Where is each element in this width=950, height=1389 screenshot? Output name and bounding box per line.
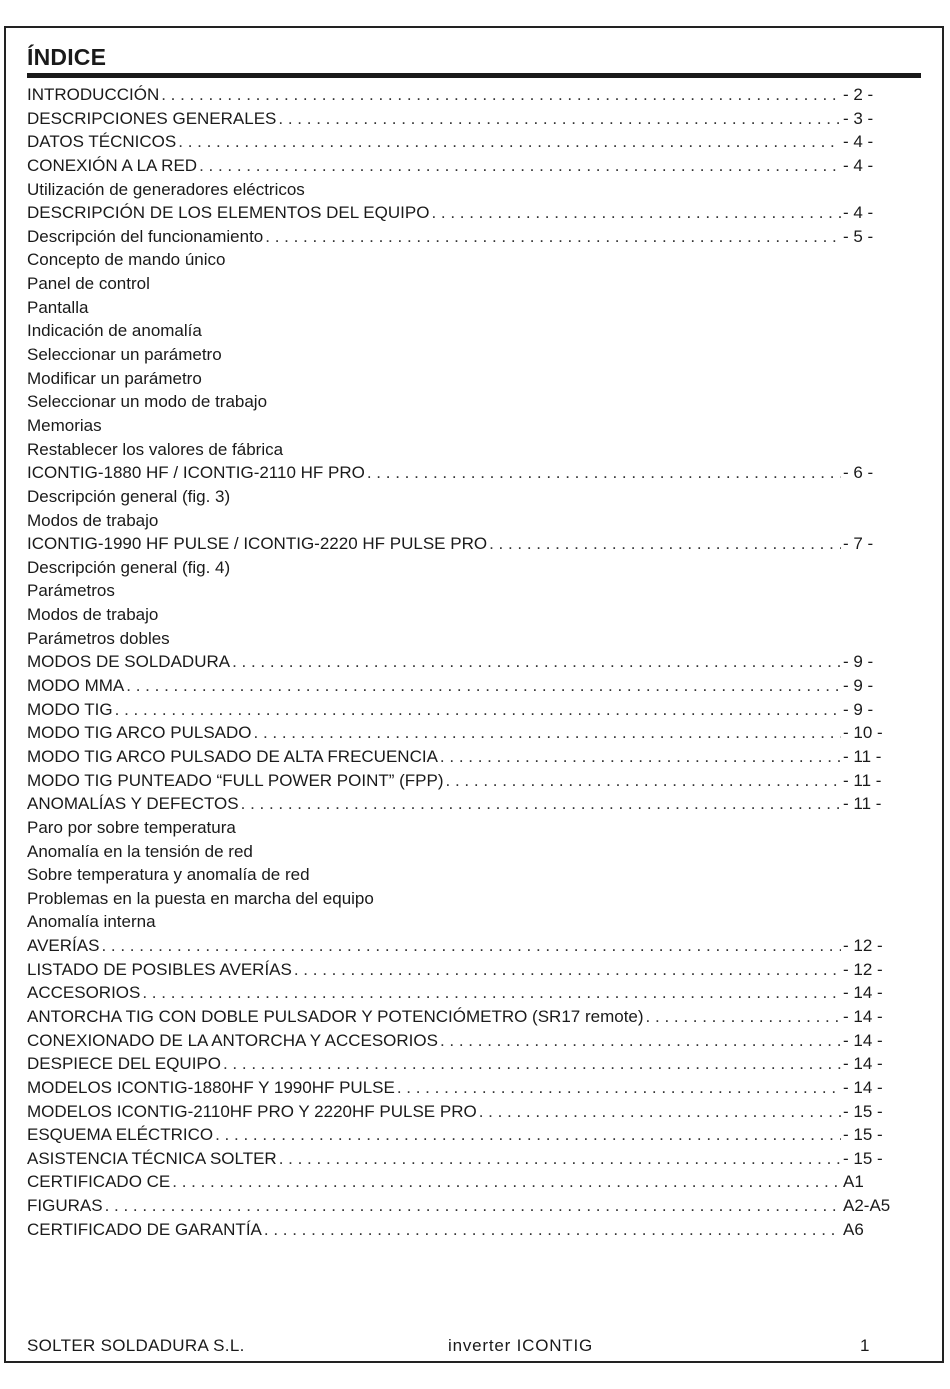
toc-entry-label: ANOMALÍAS Y DEFECTOS <box>27 794 239 814</box>
toc-entry-page: - 15 - <box>843 1125 883 1145</box>
toc-entry[interactable] <box>27 461 897 485</box>
toc-entry-page: A6 <box>843 1219 864 1239</box>
toc-entry-label: FIGURAS <box>27 1196 103 1216</box>
toc-entry-page: - 4 - <box>843 203 874 223</box>
toc-entry[interactable] <box>27 83 897 107</box>
toc-entry[interactable] <box>27 769 897 793</box>
toc-entry[interactable] <box>27 414 897 438</box>
toc-entry-label: DESCRIPCIONES GENERALES <box>27 108 277 128</box>
toc-leader-dots <box>115 698 841 722</box>
toc-entry[interactable] <box>27 1076 897 1100</box>
toc-entry-page: A2-A5 <box>843 1196 891 1216</box>
toc-entry-page: - 11 - <box>843 794 882 814</box>
toc-leader-dots <box>105 1194 841 1218</box>
toc-entry[interactable] <box>27 910 897 934</box>
toc-entry-page: - 6 - <box>843 463 874 483</box>
toc-entry-label: ACCESORIOS <box>27 983 141 1003</box>
toc-entry-label: MODO TIG ARCO PULSADO <box>27 723 252 743</box>
toc-entry-label: MODO MMA <box>27 676 125 696</box>
toc-entry[interactable] <box>27 532 897 556</box>
toc-entry-label: Parámetros <box>27 581 115 601</box>
toc-entry-page: - 12 - <box>843 959 883 979</box>
toc-entry-page: - 15 - <box>843 1148 883 1168</box>
toc-entry-label: Indicación de anomalía <box>27 321 202 341</box>
toc-entry-label: MODELOS ICONTIG-2110HF PRO Y 2220HF PULSE PRO <box>27 1101 477 1121</box>
toc-leader-dots <box>241 792 841 816</box>
toc-entry-label: Restablecer los valores de fábrica <box>27 439 284 459</box>
toc-entry-label: Descripción general (fig. 4) <box>27 557 231 577</box>
toc-entry[interactable] <box>27 296 897 320</box>
toc-entry-label: CERTIFICADO CE <box>27 1172 171 1192</box>
toc-entry[interactable] <box>27 343 897 367</box>
toc-entry-label: Seleccionar un parámetro <box>27 345 222 365</box>
toc-entry-page: - 14 - <box>843 983 883 1003</box>
toc-entry-label: DATOS TÉCNICOS <box>27 132 177 152</box>
toc-entry-label: LISTADO DE POSIBLES AVERÍAS <box>27 959 292 979</box>
toc-entry-label: INTRODUCCIÓN <box>27 85 160 104</box>
toc-entry[interactable] <box>27 248 897 272</box>
toc-leader-dots <box>232 650 841 674</box>
toc-entry[interactable] <box>27 201 897 225</box>
toc-entry-label: CONEXIÓN A LA RED <box>27 155 198 175</box>
toc-leader-dots <box>397 1076 841 1100</box>
toc-entry-label: Pantalla <box>27 297 89 317</box>
toc-entry-label: ICONTIG-1990 HF PULSE / ICONTIG-2220 HF PULSE PRO <box>27 534 488 554</box>
toc-entry[interactable] <box>27 130 897 154</box>
toc-entry-label: Descripción general (fig. 3) <box>27 486 231 506</box>
toc-entry-label: AVERÍAS <box>27 936 100 956</box>
toc-entry-label: MODOS DE SOLDADURA <box>27 652 231 672</box>
toc-entry-page: - 7 - <box>843 534 874 554</box>
toc-entry-page: - 2 - <box>843 85 874 104</box>
toc-entry-label: ICONTIG-1880 HF / ICONTIG-2110 HF PRO <box>27 463 365 483</box>
toc-entry[interactable] <box>27 1005 897 1029</box>
toc-entry-label: Sobre temperatura y anomalía de red <box>27 865 310 885</box>
toc-entry[interactable] <box>27 438 897 462</box>
toc-leader-dots <box>431 201 841 225</box>
toc-entry-page: A1 <box>843 1172 864 1192</box>
toc-entry[interactable] <box>27 792 897 816</box>
toc-entry[interactable] <box>27 1147 897 1171</box>
toc-leader-dots <box>367 461 841 485</box>
toc-entry[interactable] <box>27 698 897 722</box>
toc-entry[interactable] <box>27 1123 897 1147</box>
toc-leader-dots <box>199 154 841 178</box>
toc-leader-dots <box>178 130 841 154</box>
toc-entry[interactable] <box>27 509 897 533</box>
toc-entry[interactable] <box>27 1100 897 1124</box>
toc-leader-dots <box>101 934 841 958</box>
toc-entry-label: Modos de trabajo <box>27 510 159 530</box>
toc-leader-dots <box>126 674 841 698</box>
toc-entry[interactable] <box>27 816 897 840</box>
toc-leader-dots <box>264 1218 841 1242</box>
page-title: ÍNDICE <box>27 44 107 70</box>
toc-leader-dots <box>172 1170 841 1194</box>
toc-entry-label: Memorias <box>27 415 102 435</box>
toc-entry-label: DESPIECE DEL EQUIPO <box>27 1054 221 1074</box>
toc-entry[interactable] <box>27 1052 897 1076</box>
toc-leader-dots <box>278 107 841 131</box>
toc-entry-page: - 9 - <box>843 652 874 672</box>
toc-entry[interactable] <box>27 934 897 958</box>
toc-entry-label: ASISTENCIA TÉCNICA SOLTER <box>27 1148 277 1168</box>
toc-entry-label: Parámetros dobles <box>27 628 170 648</box>
toc-entry[interactable] <box>27 627 897 651</box>
toc-leader-dots <box>294 958 841 982</box>
toc-entry[interactable] <box>27 1194 897 1218</box>
toc-entry-label: Utilización de generadores eléctricos <box>27 179 305 199</box>
toc-entry[interactable] <box>27 1218 897 1242</box>
footer-page-number: 1 <box>860 1336 870 1355</box>
toc-entry-label: DESCRIPCIÓN DE LOS ELEMENTOS DEL EQUIPO <box>27 203 430 223</box>
toc-leader-dots <box>446 769 841 793</box>
footer-company: SOLTER SOLDADURA S.L. <box>27 1336 245 1355</box>
toc-entry[interactable] <box>27 272 897 296</box>
toc-entry[interactable] <box>27 1170 897 1194</box>
toc-entry[interactable] <box>27 579 897 603</box>
toc-leader-dots <box>489 532 841 556</box>
toc-entry[interactable] <box>27 958 897 982</box>
toc-entry[interactable] <box>27 981 897 1005</box>
toc-entry-page: - 11 - <box>843 770 882 790</box>
toc-entry-page: - 9 - <box>843 676 874 696</box>
toc-leader-dots <box>440 1029 841 1053</box>
toc-entry[interactable] <box>27 107 897 131</box>
toc-entry-page: - 14 - <box>843 1030 883 1050</box>
toc-entry[interactable] <box>27 1029 897 1053</box>
toc-leader-dots <box>479 1100 841 1124</box>
toc-entry-label: ANTORCHA TIG CON DOBLE PULSADOR Y POTENCIÓMETRO (SR17 remote) <box>27 1006 644 1026</box>
toc-entry-label: Anomalía interna <box>27 912 156 932</box>
toc-entry[interactable] <box>27 863 897 887</box>
toc-entry-page: - 14 - <box>843 1006 883 1026</box>
toc-entry-page: - 9 - <box>843 699 874 719</box>
toc-entry[interactable] <box>27 154 897 178</box>
toc-entry-label: Concepto de mando único <box>27 250 226 270</box>
toc-entry[interactable] <box>27 721 897 745</box>
toc-entry-label: MODELOS ICONTIG-1880HF Y 1990HF PULSE <box>27 1077 395 1097</box>
toc-leader-dots <box>254 721 841 745</box>
toc-leader-dots <box>279 1147 841 1171</box>
toc-entry-page: - 4 - <box>843 132 874 152</box>
toc-leader-dots <box>223 1052 841 1076</box>
toc-leader-dots <box>142 981 841 1005</box>
toc-entry-label: MODO TIG ARCO PULSADO DE ALTA FRECUENCIA <box>27 746 438 766</box>
toc-entry-page: - 11 - <box>843 746 882 766</box>
toc-entry[interactable] <box>27 887 897 911</box>
toc-entry-label: MODO TIG <box>27 699 113 719</box>
toc-entry-page: - 14 - <box>843 1054 883 1074</box>
toc-leader-dots <box>161 83 841 107</box>
toc-entry[interactable] <box>27 319 897 343</box>
toc-entry[interactable] <box>27 367 897 391</box>
toc-entry[interactable] <box>27 745 897 769</box>
toc-entry-label: Anomalía en la tensión de red <box>27 841 253 861</box>
toc-entry[interactable] <box>27 485 897 509</box>
toc-entry-label: Modificar un parámetro <box>27 368 202 388</box>
toc-entry-page: - 14 - <box>843 1077 883 1097</box>
toc-entry-page: - 12 - <box>843 936 883 956</box>
toc-entry[interactable] <box>27 178 897 202</box>
toc-leader-dots <box>646 1005 841 1029</box>
toc-entry[interactable] <box>27 840 897 864</box>
toc-entry[interactable] <box>27 603 897 627</box>
footer-product: inverter ICONTIG <box>448 1336 594 1355</box>
toc-entry-label: MODO TIG PUNTEADO “FULL POWER POINT” (FPP) <box>27 770 444 790</box>
toc-entry-label: CERTIFICADO DE GARANTÍA <box>27 1219 262 1239</box>
toc-entry[interactable] <box>27 390 897 414</box>
toc-entry-label: Descripción del funcionamiento <box>27 226 264 246</box>
toc-entry-label: Problemas en la puesta en marcha del equipo <box>27 888 374 908</box>
toc-entry[interactable] <box>27 650 897 674</box>
toc-leader-dots <box>215 1123 841 1147</box>
toc-entry-label: ESQUEMA ELÉCTRICO <box>27 1125 214 1145</box>
table-of-contents <box>27 83 897 1241</box>
toc-entry-label: Paro por sobre temperatura <box>27 817 236 837</box>
toc-entry-page: - 10 - <box>843 723 883 743</box>
toc-entry-label: Panel de control <box>27 274 150 294</box>
toc-entry-page: - 3 - <box>843 108 874 128</box>
toc-entry-page: - 4 - <box>843 155 874 175</box>
toc-entry[interactable] <box>27 225 897 249</box>
title-underline <box>27 73 921 78</box>
toc-entry-page: - 5 - <box>843 226 874 246</box>
toc-entry[interactable] <box>27 556 897 580</box>
toc-entry[interactable] <box>27 674 897 698</box>
toc-entry-label: CONEXIONADO DE LA ANTORCHA Y ACCESORIOS <box>27 1030 438 1050</box>
toc-entry-page: - 15 - <box>843 1101 883 1121</box>
toc-entry-label: Modos de trabajo <box>27 605 159 625</box>
toc-leader-dots <box>440 745 841 769</box>
toc-entry-label: Seleccionar un modo de trabajo <box>27 392 268 412</box>
toc-leader-dots <box>265 225 841 249</box>
